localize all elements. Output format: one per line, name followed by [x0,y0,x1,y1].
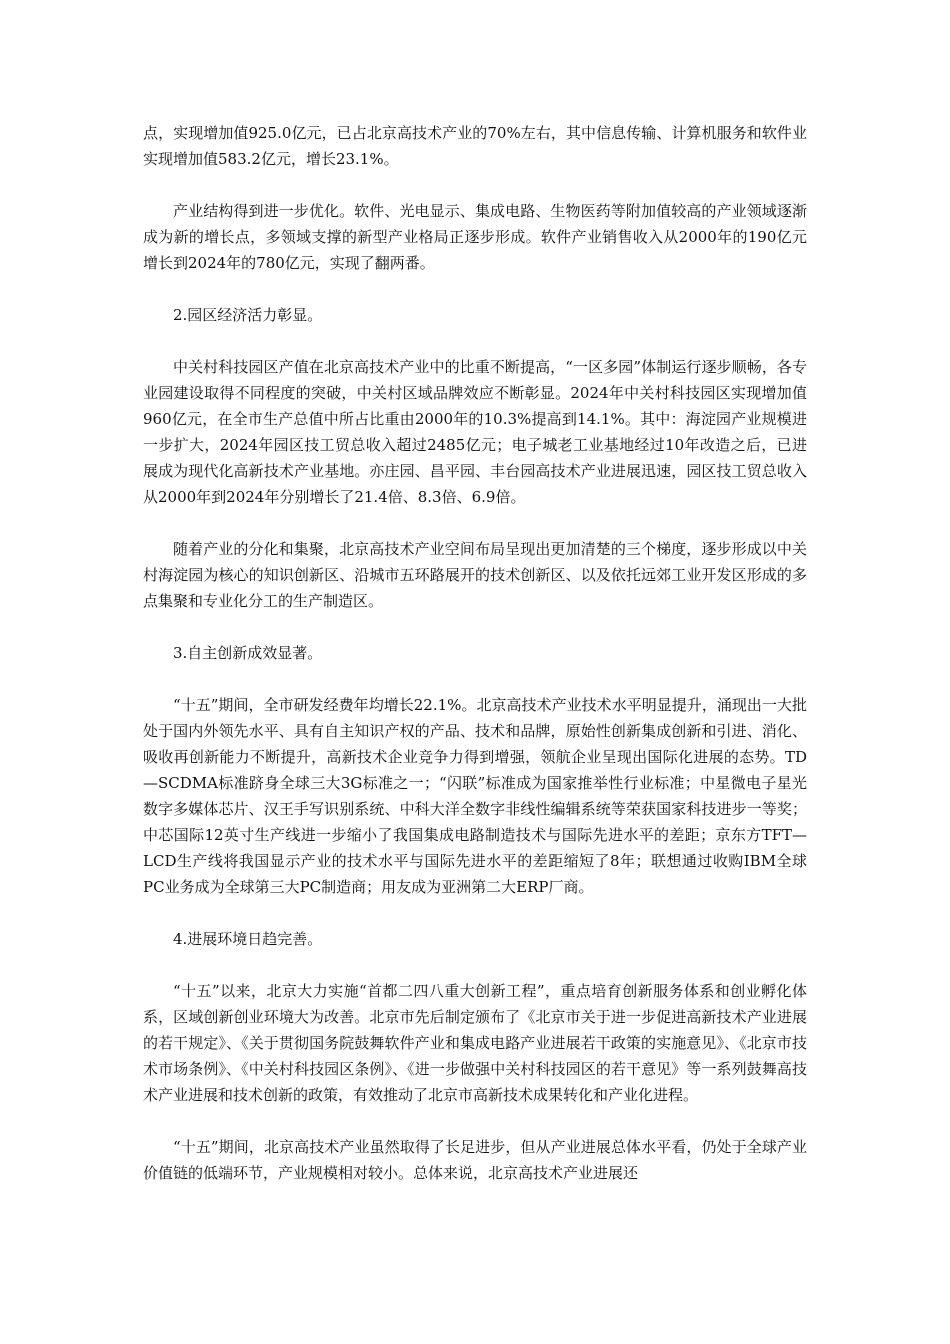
paragraph-environment: “十五”以来，北京大力实施“首都二四八重大创新工程”，重点培育创新服务体系和创业孵化体系，区域创新创业环境大为改善。北京市先后制定颁布了《北京市关于进一步促进高新技术产业进展的若干规定》、《关于贯彻国务院鼓舞软件产业和集成电路产业进展若干政策的实施意见》、《北京市技术市场条例》、《中关村科技园区条例》、《进一步做强中关村科技园区的若干意见》等一系列鼓舞高技术产业进展和技术创新的政策，有效推动了北京市高新技术成果转化和产业化进程。 [143,982,807,1104]
paragraph-continuation: 点，实现增加值925.0亿元，已占北京高技术产业的70%左右，其中信息传输、计算机服务和软件业实现增加值583.2亿元，增长23.1%。 [143,124,807,168]
paragraph-summary: “十五”期间，北京高技术产业虽然取得了长足进步，但从产业进展总体水平看，仍处于全球产业价值链的低端环节，产业规模相对较小。总体来说，北京高技术产业进展还 [143,1138,807,1182]
paragraph-spatial-layout: 随着产业的分化和集聚，北京高技术产业空间布局呈现出更加清楚的三个梯度，逐步形成以中关村海淀园为核心的知识创新区、沿城市五环路展开的技术创新区、以及依托远郊工业开发区形成的多点集聚和专业化分工的生产制造区。 [143,540,807,610]
document-body [143,120,807,1212]
paragraph-innovation: “十五”期间，全市研发经费年均增长22.1%。北京高技术产业技术水平明显提升，涌现出一大批处于国内外领先水平、具有自主知识产权的产品、技术和品牌，原始性创新集成创新和引进、消化、吸收再创新能力不断提升，高新技术企业竞争力得到增强，领航企业呈现出国际化进展的态势。TD—SCDMA标准跻身全球三大3G标准之一；“闪联”标准成为国家推举性行业标准；中星微电子星光数字多媒体芯片、汉王手写识别系统、中科大洋全数字非线性编辑系统等荣获国家科技进步一等奖；中芯国际12英寸生产线进一步缩小了我国集成电路制造技术与国际先进水平的差距；京东方TFT—LCD生产线将我国显示产业的技术水平与国际先进水平的差距缩短了8年；联想通过收购IBM全球PC业务成为全球第三大PC制造商；用友成为亚洲第二大ERP厂商。 [143,696,807,896]
section-heading-3: 3.自主创新成效显著。 [173,644,323,662]
paragraph-zhongguancun: 中关村科技园区产值在北京高技术产业中的比重不断提高，“一区多园”体制运行逐步顺畅，各专业园建设取得不同程度的突破，中关村区域品牌效应不断彰显。2024年中关村科技园区实现增加值960亿元，在全市生产总值中所占比重由2000年的10.3%提高到14.1%。其中：海淀园产业规模进一步扩大，2024年园区技工贸总收入超过2485亿元；电子城老工业基地经过10年改造之后，已进展成为现代化高新技术产业基地。亦庄园、昌平园、丰台园高技术产业进展迅速，园区技工贸总收入从2000年到2024年分别增长了21.4倍、8.3倍、6.9倍。 [143,358,807,506]
paragraph-industry-structure: 产业结构得到进一步优化。软件、光电显示、集成电路、生物医药等附加值较高的产业领域逐渐成为新的增长点，多领域支撑的新型产业格局正逐步形成。软件产业销售收入从2000年的190亿元增长到2024年的780亿元，实现了翻两番。 [143,202,807,272]
section-heading-4: 4.进展环境日趋完善。 [173,930,323,948]
section-heading-2: 2.园区经济活力彰显。 [173,306,323,324]
